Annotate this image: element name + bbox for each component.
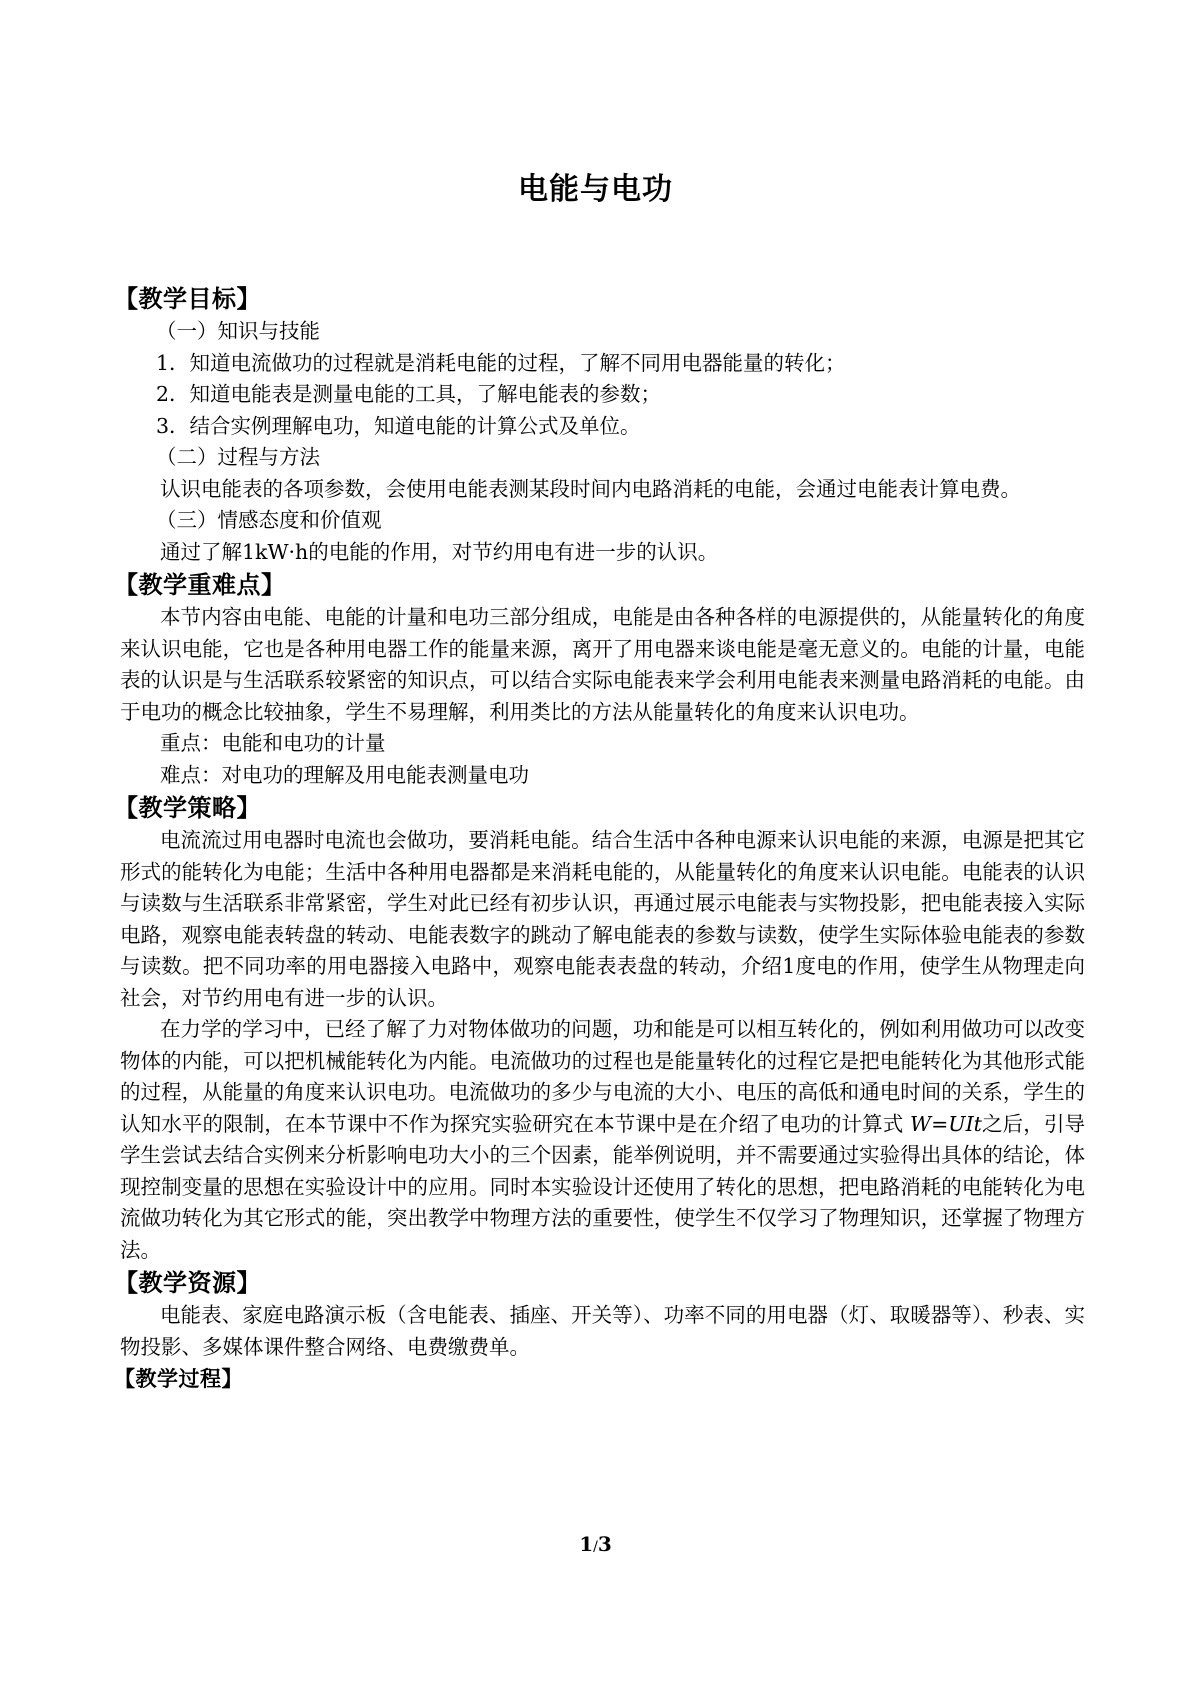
- strategy-text-a: 在力学的学习中，已经了解了力对物体做功的问题，功和能是可以相互转化的，例如利用做功可以改变物体的内能，可以把机械能转化为内能。电流做功的过程也是能量转化的过程它是把电能转化为其他形式能的过程，从能量的角度来认识电功。电流做功的多少与电流的大小、电压的高低和通电时间的关系，学生的认知水平的限制，在本节课中不作为探究实验研究在本节课中是在介绍了电功的计算式: [120, 1017, 1085, 1136]
- goal-item-3: 3．结合实例理解电功，知道电能的计算公式及单位。: [156, 413, 641, 438]
- paragraph-attitude: 通过了解1kW·h的电能的作用，对节约用电有进一步的认识。: [160, 539, 719, 564]
- page-separator: /: [593, 1539, 598, 1555]
- difficult-point: 难点：对电功的理解及用电能表测量电功: [160, 762, 529, 787]
- page-title: 电能与电功: [518, 172, 673, 207]
- sub-heading-knowledge: （一）知识与技能: [156, 319, 320, 343]
- section-heading-strategy: 【教学策略】: [114, 794, 261, 822]
- page-number: [0, 1532, 1191, 1556]
- strategy-text-b: 之后，引导学生尝试去结合实例来分析影响电功大小的三个因素，能举例说明，并不需要通过实验得出具体的结论，体现控制变量的思想在实验设计中的应用。同时本实验设计还使用了转化的思想，把电路消耗的电能转化为电流做功转化为其它形式的能，突出教学中物理方法的重要性，使学生不仅学习了物理知识，还掌握了物理方法。: [120, 1111, 1086, 1262]
- section-heading-process: 【教学过程】: [114, 1367, 243, 1391]
- paragraph-resources: 电能表、家庭电路演示板（含电能表、插座、开关等）、功率不同的用电器（灯、取暖器等）、秒表、实物投影、多媒体课件整合网络、电费缴费单。: [120, 1303, 1085, 1359]
- document-body: [114, 282, 1086, 1395]
- key-point: 重点：电能和电功的计量: [160, 731, 386, 755]
- section-heading-resources: 【教学资源】: [114, 1269, 261, 1297]
- section-heading-keypoints: 【教学重难点】: [114, 571, 286, 599]
- paragraph-strategy-1: 电流流过用电器时电流也会做功，要消耗电能。结合生活中各种电源来认识电能的来源，电源是把其它形式的能转化为电能；生活中各种用电器都是来消耗电能的，从能量转化的角度来认识电能。电能表的认识与读数与生活联系非常紧密，学生对此已经有初步认识，再通过展示电能表与实物投影，把电能表接入实际电路，观察电能表转盘的转动、电能表数字的跳动了解电能表的参数与读数，使学生实际体验电能表的参数与读数。把不同功率的用电器接入电路中，观察电能表表盘的转动，介绍1度电的作用，使学生从物理走向社会，对节约用电有进一步的认识。: [120, 828, 1085, 1010]
- goal-item-2: 2．知道电能表是测量电能的工具，了解电能表的参数；: [156, 382, 662, 406]
- formula-electric-work: W=UIt: [910, 1111, 982, 1136]
- page-total: 3: [597, 1532, 612, 1556]
- paragraph-strategy-2: [120, 1014, 1085, 1266]
- sub-heading-attitude: （三）情感态度和价值观: [156, 508, 382, 532]
- paragraph-process: 认识电能表的各项参数，会使用电能表测某段时间内电路消耗的电能，会通过电能表计算电费。: [160, 476, 1021, 501]
- section-heading-goals: 【教学目标】: [114, 285, 261, 313]
- paragraph-keypoints: 本节内容由电能、电能的计量和电功三部分组成，电能是由各种各样的电源提供的，从能量转化的角度来认识电能，它也是各种用电器工作的能量来源，离开了用电器来谈电能是毫无意义的。电能的计量，电能表的认识是与生活联系较紧密的知识点，可以结合实际电能表来学会利用电能表来测量电路消耗的电能。由于电功的概念比较抽象，学生不易理解，利用类比的方法从能量转化的角度来认识电功。: [120, 605, 1085, 724]
- goal-item-1: 1．知道电流做功的过程就是消耗电能的过程，了解不同用电器能量的转化；: [156, 350, 846, 375]
- page-current: 1: [579, 1532, 594, 1556]
- sub-heading-process: （二）过程与方法: [156, 445, 320, 469]
